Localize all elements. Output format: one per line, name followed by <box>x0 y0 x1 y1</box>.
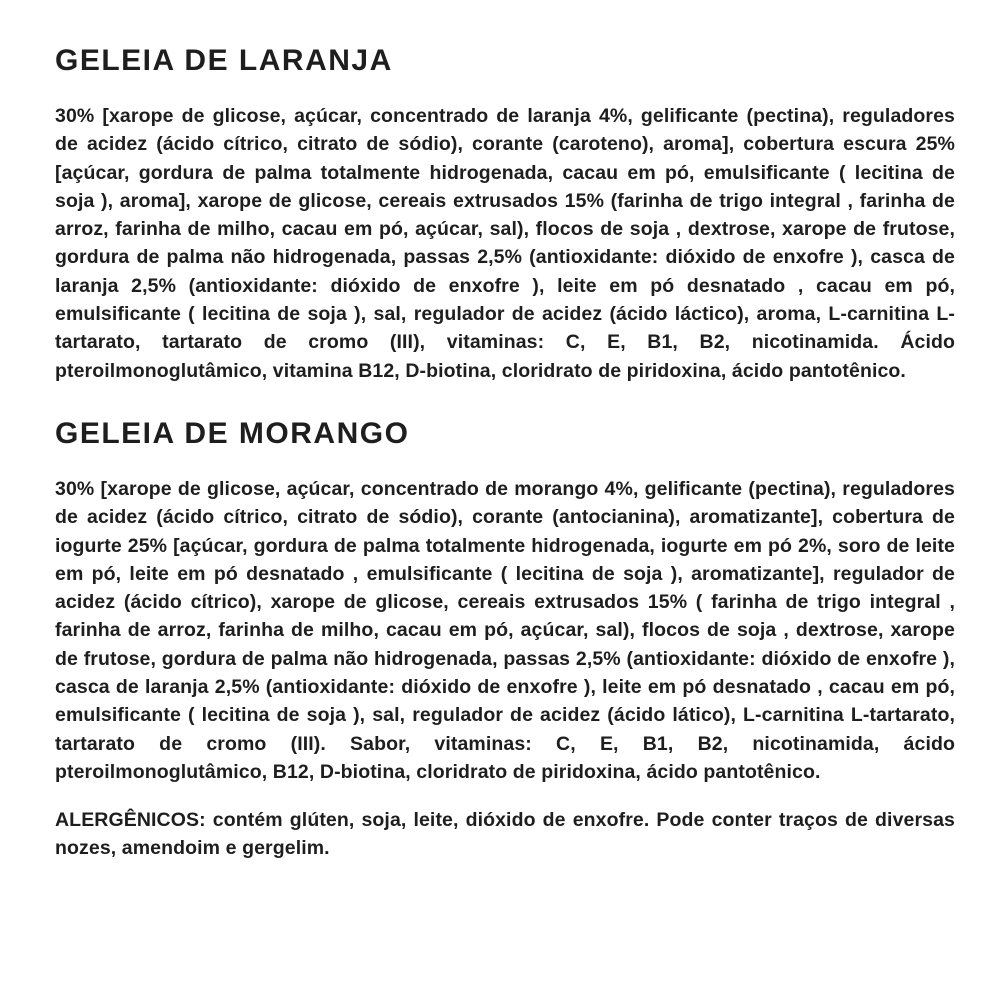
ingredients-text-geleia-de-laranja: 30% [xarope de glicose, açúcar, concentrado de laranja 4%, gelificante (pectina), reguladores de acidez (ácido cítrico, citrato de sódio), corante (caroteno), aroma], cobertura escura 25% [açúcar, gordura de palma totalmente hidrogenada, cacau em pó, emulsificante ( lecitina de soja ), aroma], xarope de glicose, cereais extrusados 15% (farinha de trigo integral , farinha de arroz, farinha de milho, cacau em pó, açúcar, sal), flocos de soja , dextrose, xarope de frutose, gordura de palma não hidrogenada, passas 2,5% (antioxidante: dióxido de enxofre ), casca de laranja 2,5% (antioxidante: dióxido de enxofre ), leite em pó desnatado , cacau em pó, emulsificante ( lecitina de soja ), sal, regulador de acidez (ácido láctico), aroma, L-carnitina L-tartarato, tartarato de cromo (III), vitaminas: C, E, B1, B2, nicotinamida. Ácido pteroilmonoglutâmico, vitamina B12, D-biotina, cloridrato de piridoxina, ácido pantotênico. <box>55 105 955 382</box>
allergens-text: ALERGÊNICOS: contém glúten, soja, leite, dióxido de enxofre. Pode conter traços de diversas nozes, amendoim e gergelim. <box>55 808 955 860</box>
section-title-geleia-de-laranja: GELEIA DE LARANJA <box>55 44 393 77</box>
ingredients-text-geleia-de-morango: 30% [xarope de glicose, açúcar, concentrado de morango 4%, gelificante (pectina), reguladores de acidez (ácido cítrico, citrato de sódio), corante (antocianina), aromatizante], cobertura de iogurte 25% [açúcar, gordura de palma totalmente hidrogenada, iogurte em pó 2%, soro de leite em pó, leite em pó desnatado , emulsificante ( lecitina de soja ), aromatizante], regulador de acidez (ácido cítrico), xarope de glicose, cereais extrusados 15% ( farinha de trigo integral , farinha de arroz, farinha de milho, cacau em pó, açúcar, sal), flocos de soja , dextrose, xarope de frutose, gordura de palma não hidrogenada, passas 2,5% (antioxidante: dióxido de enxofre ), casca de laranja 2,5% (antioxidante: dióxido de enxofre ), leite em pó desnatado , cacau em pó, emulsificante ( lecitina de soja ), sal, regulador de acidez (ácido lático), L-carnitina L-tartarato, tartarato de cromo (III). Sabor, vitaminas: C, E, B1, B2, nicotinamida, ácido pteroilmonoglutâmico, B12, D-biotina, cloridrato de piridoxina, ácido pantotênico. <box>55 477 955 783</box>
section-title-geleia-de-morango: GELEIA DE MORANGO <box>55 416 410 450</box>
